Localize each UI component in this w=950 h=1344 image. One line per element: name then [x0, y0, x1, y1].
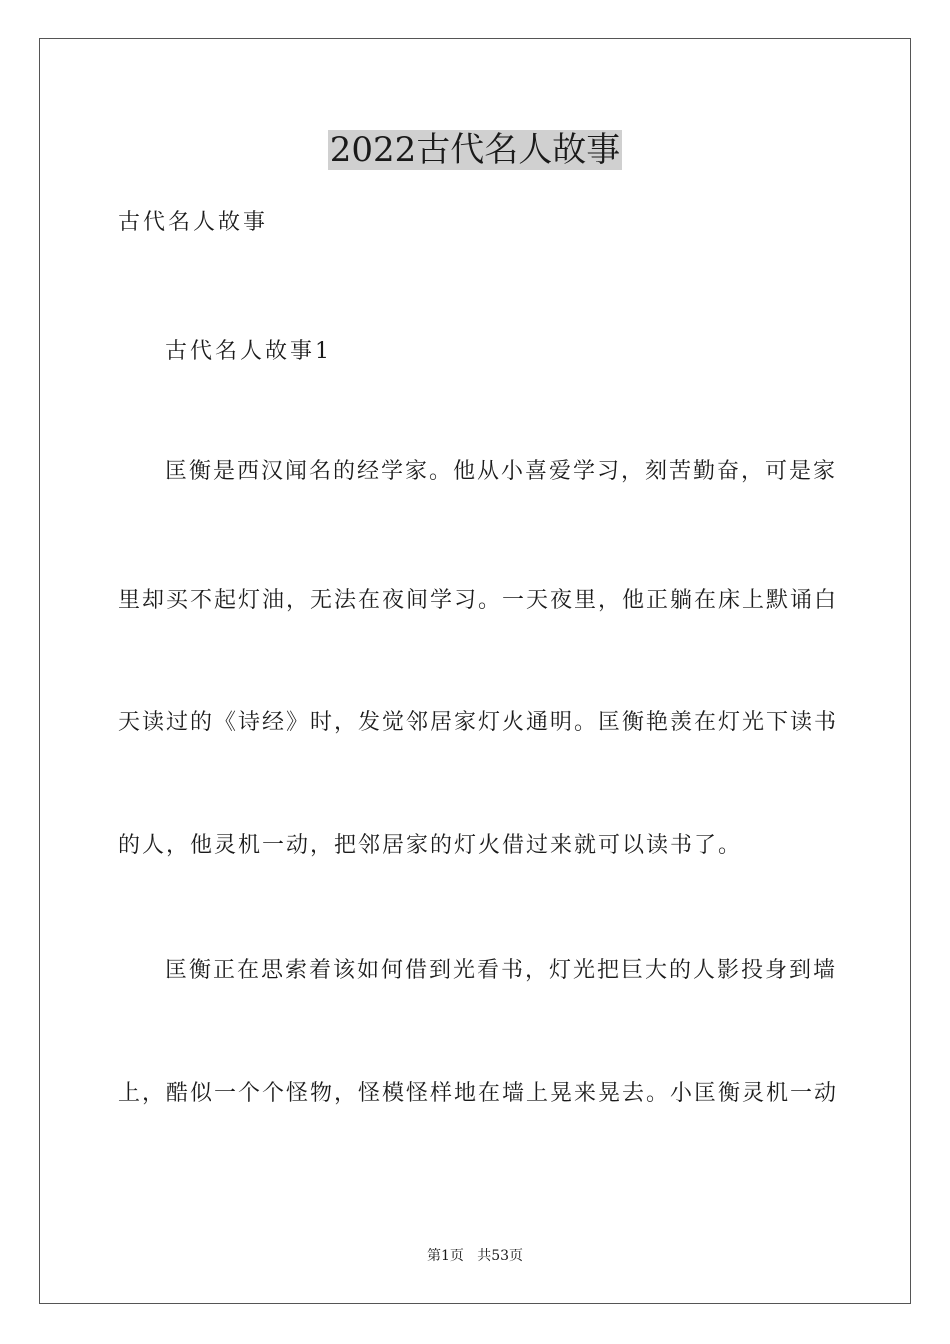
document-subtitle: 古代名人故事	[118, 210, 269, 235]
body-line-5: 匡衡正在思索着该如何借到光看书，灯光把巨大的人影投身到墙	[165, 958, 838, 983]
body-line-3: 天读过的《诗经》时，发觉邻居家灯火通明。匡衡艳羡在灯光下读书	[118, 710, 839, 735]
document-title-text: 2022古代名人故事	[329, 130, 621, 170]
body-line-1: 匡衡是西汉闻名的经学家。他从小喜爱学习，刻苦勤奋，可是家	[165, 459, 838, 484]
body-line-4: 的人，他灵机一动，把邻居家的灯火借过来就可以读书了。	[118, 833, 743, 858]
document-title	[0, 128, 950, 172]
section-heading: 古代名人故事1	[165, 339, 332, 364]
page-footer: 第1页 共53页	[426, 1248, 524, 1264]
body-line-2: 里却买不起灯油，无法在夜间学习。一天夜里，他正躺在床上默诵白	[118, 588, 839, 613]
body-line-6: 上，酷似一个个怪物，怪模怪样地在墙上晃来晃去。小匡衡灵机一动	[118, 1081, 839, 1106]
